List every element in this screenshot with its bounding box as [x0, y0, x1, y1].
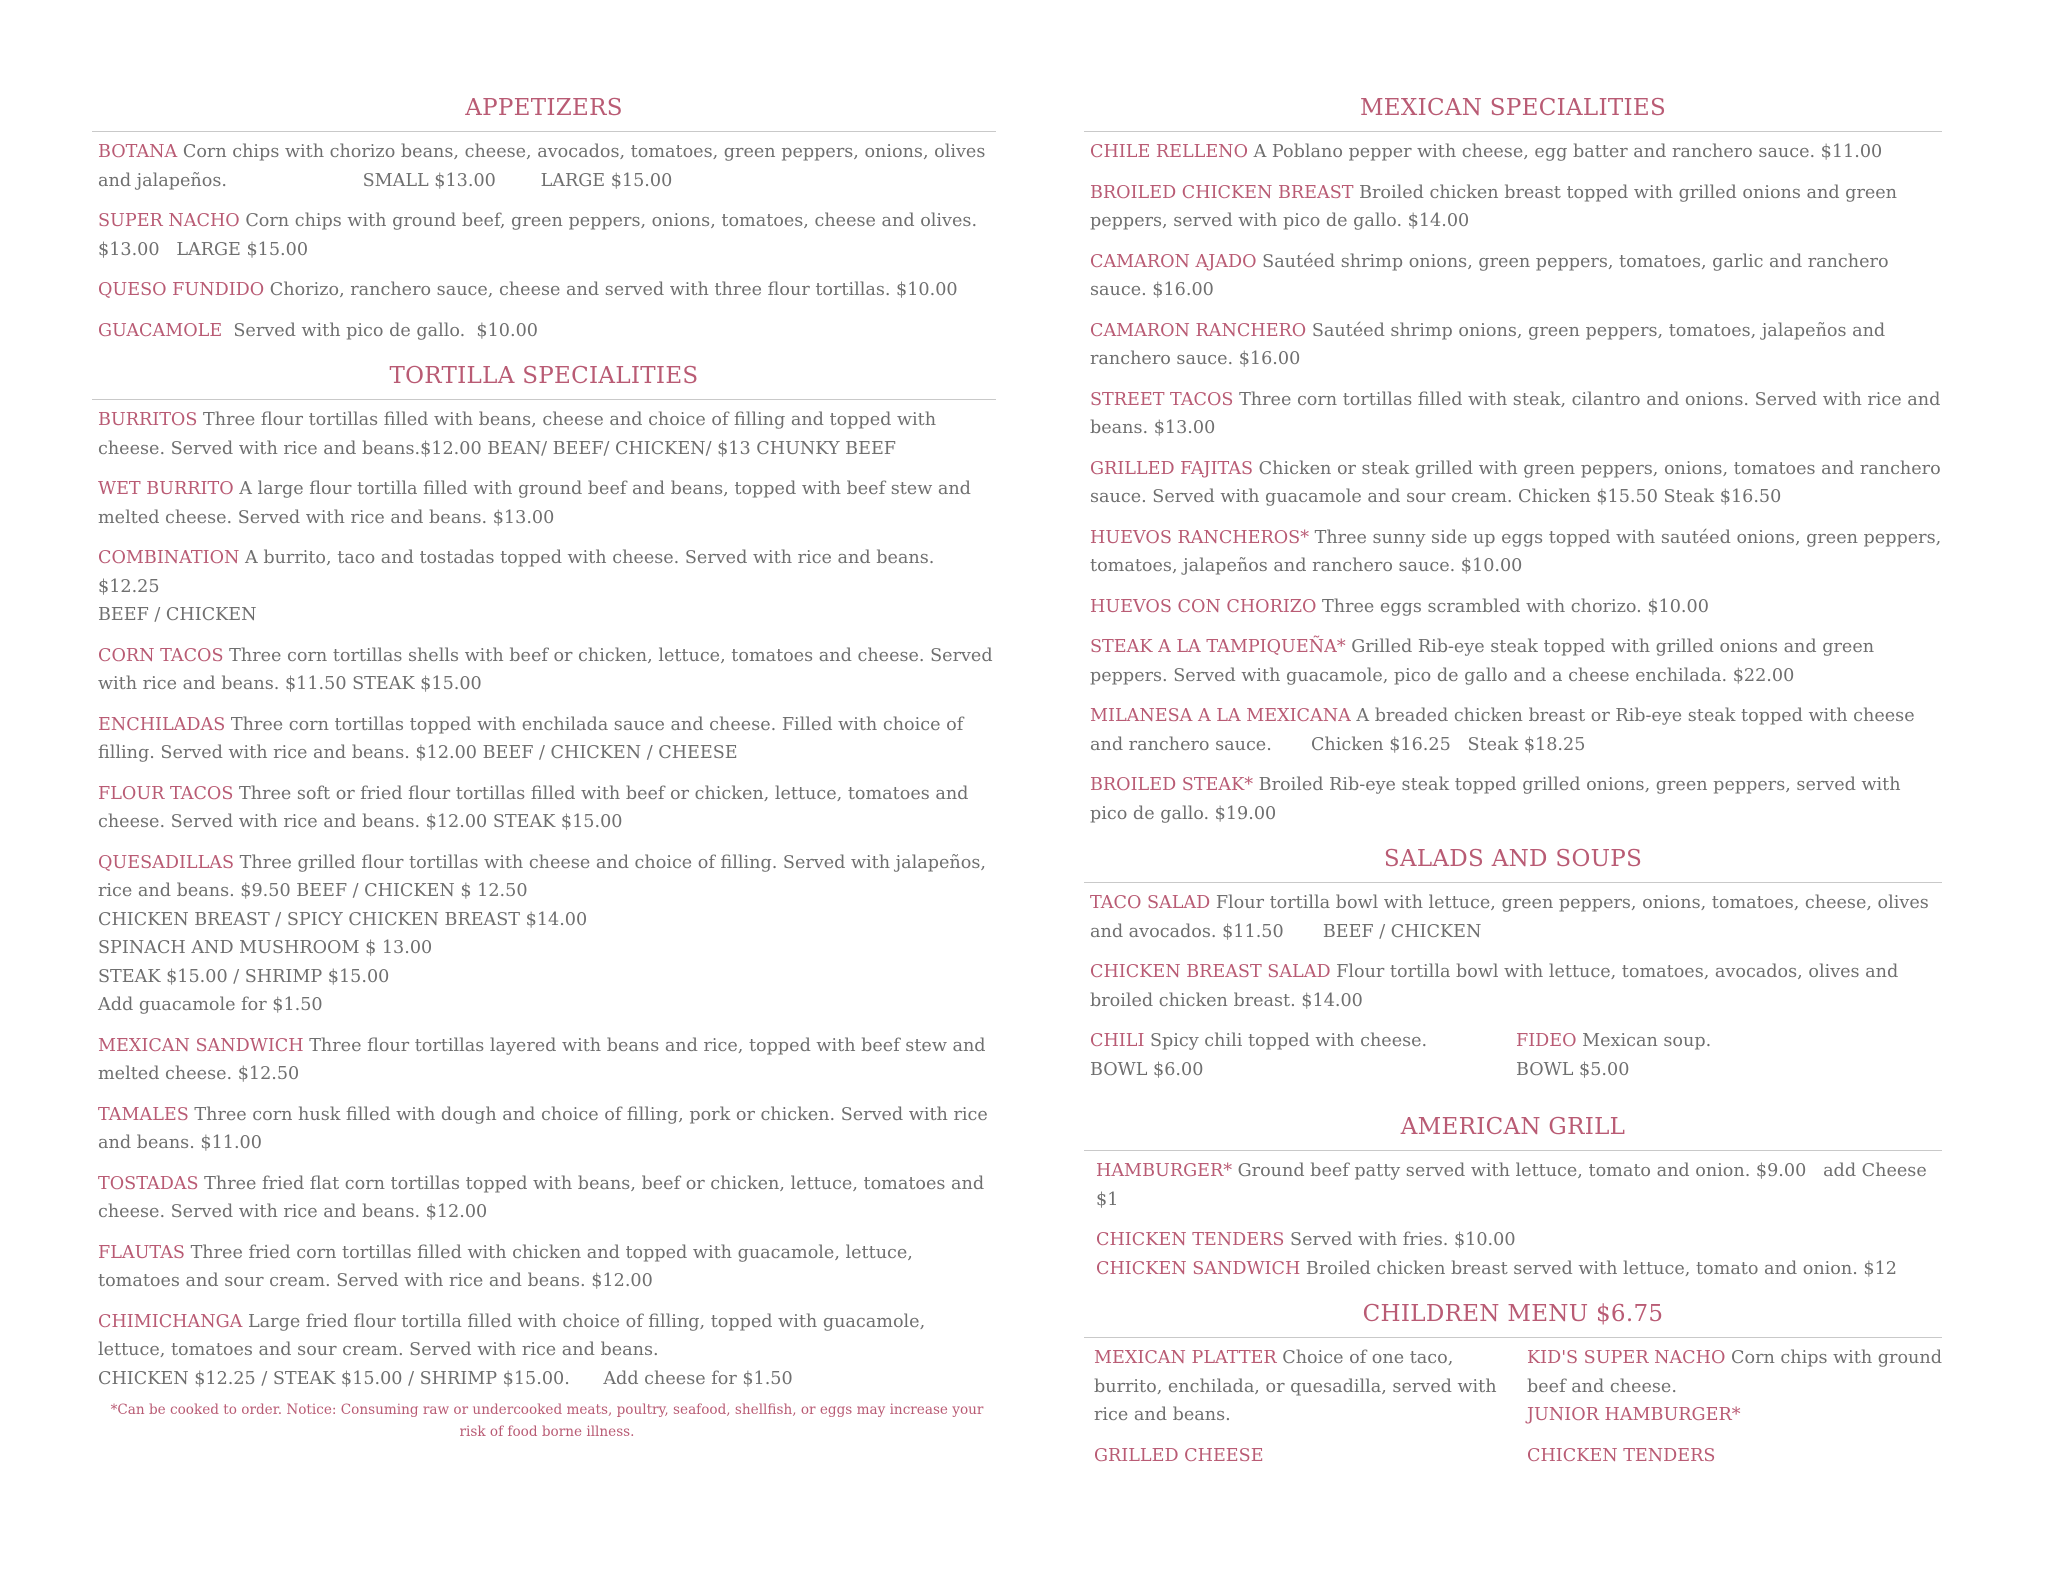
section-title-mexican: MEXICAN SPECIALITIES — [1359, 95, 1667, 121]
item-description: Broiled Rib-eye steak topped grilled onions, green peppers, served with pico de gallo. $19.00 — [1090, 775, 1901, 824]
menu-item-chili — [1090, 1027, 1516, 1084]
menu-item-grilled-cheese: GRILLED CHEESE — [1094, 1445, 1264, 1466]
item-description: Three eggs scrambled with chorizo. $10.00 — [1322, 596, 1709, 617]
menu-item-huevos-con-chorizo — [1090, 593, 1942, 622]
item-name: BOTANA — [98, 142, 178, 162]
salads-section — [1084, 846, 1942, 1096]
item-description: Broiled chicken breast served with lettuce, tomato and onion. $12 — [1305, 1258, 1897, 1279]
item-price: BOWL $6.00 — [1090, 1059, 1204, 1080]
item-name: FLOUR TACOS — [98, 783, 234, 804]
item-description: Corn chips with ground beef, green peppers, onions, tomatoes, cheese and olives. — [245, 211, 978, 231]
item-name: CAMARON AJADO — [1090, 251, 1257, 272]
item-description: Flour tortilla bowl with lettuce, tomatoes, avocados, olives and broiled chicken breast. $14.00 — [1090, 962, 1899, 1011]
item-description: Sautéed shrimp onions, green peppers, tomatoes, garlic and ranchero sauce. $16.00 — [1090, 251, 1889, 300]
item-description: Corn chips with chorizo beans, cheese, avocados, tomatoes, green peppers, onions, olives and jalapeños. — [98, 142, 986, 191]
item-description: Large fried flour tortilla filled with choice of filling, topped with guacamole, lettuce, tomatoes and sour cream. Served with rice and beans. — [98, 1311, 926, 1360]
item-description: Three sunny side up eggs topped with sautéed onions, green peppers, tomatoes, jalapeños and ranchero sauce. $10.00 — [1090, 527, 1942, 576]
menu-item-fideo — [1516, 1027, 1942, 1084]
item-name: SUPER NACHO — [98, 211, 240, 231]
menu-item-broiled-steak — [1090, 771, 1942, 828]
mexican-section — [1084, 95, 1942, 828]
item-name: TOSTADAS — [98, 1173, 199, 1194]
menu-item-milanesa — [1090, 702, 1942, 759]
item-description: A burrito, taco and tostadas topped with cheese. Served with rice and beans. $12.25 — [98, 548, 935, 597]
item-price: $13.00 LARGE $15.00 — [98, 239, 309, 260]
item-name: TACO SALAD — [1090, 893, 1211, 913]
item-description: Three corn husk filled with dough and choice of filling, pork or chicken. Served with rice and beans. $11.00 — [98, 1104, 988, 1153]
left-column — [92, 95, 996, 1461]
item-name: WET BURRITO — [98, 479, 234, 499]
menu-item-corn-tacos — [98, 642, 996, 699]
menu-item-chicken-sandwich — [1096, 1255, 1942, 1284]
item-name: FIDEO — [1516, 1031, 1577, 1051]
item-description: Three flour tortillas filled with beans, cheese and choice of filling and topped with cheese. Served with rice and beans.$12.00 BEAN/ BEEF/ CHICKEN/ $13 CHUNKY BEEF — [98, 410, 937, 459]
menu-item-camaron-ranchero — [1090, 317, 1942, 374]
menu-item-street-tacos — [1090, 386, 1942, 443]
menu-item-tostadas — [98, 1170, 996, 1227]
tortilla-section — [92, 363, 996, 1443]
item-description: Three soft or fried flour tortillas filled with beef or chicken, lettuce, tomatoes and cheese. Served with rice and beans. $12.00 STEAK $15.00 — [98, 783, 969, 832]
divider — [92, 131, 996, 132]
item-name: GUACAMOLE — [98, 320, 223, 341]
item-name: BROILED CHICKEN BREAST — [1090, 182, 1354, 203]
item-description: Three corn tortillas shells with beef or chicken, lettuce, tomatoes and cheese. Served with rice and beans. $11.50 STEAK $15.00 — [98, 645, 993, 694]
menu-item-kids-super-nacho — [1527, 1344, 1942, 1401]
divider — [92, 399, 996, 400]
menu-item-guacamole — [98, 317, 996, 346]
item-name: CHIMICHANGA — [98, 1311, 243, 1332]
menu-item-burritos — [98, 406, 996, 463]
item-description: A large flour tortilla filled with ground beef and beans, topped with beef stew and melted cheese. Served with rice and beans. $13.00 — [98, 479, 971, 528]
item-name: QUESO FUNDIDO — [98, 280, 265, 300]
item-description: Chorizo, ranchero sauce, cheese and served with three flour tortillas. $10.00 — [269, 280, 958, 300]
item-name: CHILI — [1090, 1031, 1145, 1051]
item-name: ENCHILADAS — [98, 714, 226, 735]
item-description: Served with fries. $10.00 — [1290, 1230, 1516, 1250]
divider — [1084, 1150, 1942, 1151]
menu-item-steak-tampiquena — [1090, 633, 1942, 690]
item-name: CHILE RELLENO — [1090, 142, 1248, 162]
item-description: Three fried corn tortillas filled with chicken and topped with guacamole, lettuce, tomatoes and sour cream. Served with rice and beans. $12.00 — [98, 1242, 913, 1291]
item-name: MEXICAN PLATTER — [1094, 1348, 1277, 1368]
item-description: Ground beef patty served with lettuce, tomato and onion. $9.00 add Cheese $1 — [1096, 1161, 1933, 1210]
menu-item-queso-fundido — [98, 276, 996, 305]
menu-item-chicken-breast-salad — [1090, 958, 1942, 1015]
item-price: SMALL $13.00 LARGE $15.00 — [362, 170, 673, 191]
divider — [1084, 1337, 1942, 1338]
menu-item-chicken-tenders — [1096, 1226, 1942, 1255]
section-title-children: CHILDREN MENU $6.75 — [1362, 1301, 1664, 1327]
item-option: BEEF / CHICKEN — [98, 605, 257, 625]
item-option: STEAK $15.00 / SHRIMP $15.00 — [98, 966, 390, 987]
item-name: COMBINATION — [98, 548, 240, 568]
menu-item-chile-relleno — [1090, 138, 1942, 167]
item-name: HAMBURGER* — [1096, 1161, 1233, 1181]
item-description: Served with pico de gallo. $10.00 — [227, 320, 538, 341]
item-name: MILANESA A LA MEXICANA — [1090, 706, 1351, 726]
item-name: BROILED STEAK* — [1090, 775, 1254, 795]
item-option: SPINACH AND MUSHROOM $ 13.00 — [98, 938, 433, 958]
menu-item-wet-burrito — [98, 475, 996, 532]
soups-row — [1090, 1027, 1942, 1096]
menu-item-taco-salad — [1090, 889, 1942, 946]
item-description: Sautéed shrimp onions, green peppers, tomatoes, jalapeños and ranchero sauce. $16.00 — [1090, 320, 1886, 369]
menu-item-hamburger — [1096, 1157, 1942, 1214]
item-name: HUEVOS CON CHORIZO — [1090, 596, 1317, 617]
item-description: Three corn tortillas topped with enchilada sauce and cheese. Filled with choice of filling. Served with rice and beans. $12.00 BEEF / CHICKEN / CHEESE — [98, 714, 964, 763]
menu-item-chimichanga — [98, 1308, 996, 1394]
section-title-salads: SALADS AND SOUPS — [1383, 846, 1643, 872]
item-name: CAMARON RANCHERO — [1090, 320, 1307, 341]
item-name: HUEVOS RANCHEROS* — [1090, 527, 1309, 548]
item-name: FLAUTAS — [98, 1242, 185, 1263]
item-name: KID'S SUPER NACHO — [1527, 1348, 1726, 1368]
item-option: Add guacamole for $1.50 — [98, 995, 323, 1015]
item-name: CHICKEN SANDWICH — [1096, 1258, 1301, 1279]
raw-food-notice: *Can be cooked to order. Notice: Consuming raw or undercooked meats, poultry, seafood, shellfish, or eggs may increase your risk of food borne illness. — [110, 1402, 984, 1440]
item-description: Broiled chicken breast topped with grilled onions and green peppers, served with pico de gallo. $14.00 — [1090, 182, 1898, 231]
item-option: CHICKEN $12.25 / STEAK $15.00 / SHRIMP $15.00. Add cheese for $1.50 — [98, 1368, 793, 1389]
divider — [1084, 131, 1942, 132]
item-description: Three corn tortillas filled with steak, cilantro and onions. Served with rice and beans. $13.00 — [1090, 389, 1941, 438]
item-name: BURRITOS — [98, 410, 198, 430]
item-description: Flour tortilla bowl with lettuce, green peppers, onions, tomatoes, cheese, olives and avocados. $11.50 BEEF / CHICKEN — [1090, 893, 1935, 942]
item-description: Choice of one taco, burrito, enchilada, or quesadilla, served with rice and beans. — [1094, 1348, 1497, 1425]
item-name: STEAK A LA TAMPIQUEÑA* — [1090, 637, 1346, 657]
item-description: Three fried flat corn tortillas topped with beans, beef or chicken, lettuce, tomatoes and cheese. Served with rice and beans. $12.00 — [98, 1173, 985, 1222]
menu-item-kids-chicken-tenders: CHICKEN TENDERS — [1527, 1445, 1716, 1466]
item-description: Chicken or steak grilled with green peppers, onions, tomatoes and ranchero sauce. Served with guacamole and sour cream. Chicken $15.50 Steak $16.50 — [1090, 458, 1941, 507]
item-name: GRILLED FAJITAS — [1090, 458, 1254, 479]
item-description: Three grilled flour tortillas with cheese and choice of filling. Served with jalapeños, rice and beans. $9.50 BEEF / CHICKEN $ 12.50 — [98, 852, 986, 901]
item-description: A Poblano pepper with cheese, egg batter and ranchero sauce. $11.00 — [1253, 142, 1883, 162]
menu-item-quesadillas — [98, 849, 996, 1020]
menu-item-botana — [98, 138, 996, 195]
children-items — [1094, 1344, 1942, 1482]
menu-item-mexican-sandwich — [98, 1032, 996, 1089]
item-name: CHICKEN BREAST SALAD — [1090, 962, 1331, 982]
section-title-american: AMERICAN GRILL — [1400, 1114, 1626, 1140]
item-description: Spicy chili topped with cheese. — [1149, 1031, 1428, 1051]
menu-item-broiled-chicken-breast — [1090, 179, 1942, 236]
menu-item-mexican-platter — [1094, 1344, 1509, 1430]
item-description: A breaded chicken breast or Rib-eye steak topped with cheese and ranchero sauce. Chicken $16.25 Steak $18.25 — [1090, 706, 1921, 755]
item-name: CHICKEN TENDERS — [1096, 1230, 1285, 1250]
right-column — [1084, 95, 1942, 1500]
menu-item-flautas — [98, 1239, 996, 1296]
menu-item-camaron-ajado — [1090, 248, 1942, 305]
menu-item-huevos-rancheros — [1090, 524, 1942, 581]
children-right — [1527, 1344, 1942, 1482]
section-title-tortilla: TORTILLA SPECIALITIES — [389, 363, 699, 389]
item-name: MEXICAN SANDWICH — [98, 1035, 304, 1056]
menu-item-combination — [98, 544, 996, 630]
menu-item-super-nacho — [98, 207, 996, 264]
item-price: BOWL $5.00 — [1516, 1059, 1630, 1080]
item-description: Mexican soup. — [1582, 1031, 1712, 1051]
appetizers-section — [92, 95, 996, 345]
menu-item-junior-hamburger: JUNIOR HAMBURGER* — [1527, 1405, 1741, 1425]
item-description: Three flour tortillas layered with beans and rice, topped with beef stew and melted cheese. $12.50 — [98, 1035, 986, 1084]
menu-item-grilled-fajitas — [1090, 455, 1942, 512]
divider — [1084, 882, 1942, 883]
item-description: Grilled Rib-eye steak topped with grilled onions and green peppers. Served with guacamole, pico de gallo and a cheese enchilada. $22.00 — [1090, 637, 1875, 686]
item-name: TAMALES — [98, 1104, 189, 1125]
item-name: STREET TACOS — [1090, 389, 1234, 410]
menu-item-enchiladas — [98, 711, 996, 768]
item-name: QUESADILLAS — [98, 852, 235, 873]
item-description: Corn chips with ground beef and cheese. — [1527, 1348, 1942, 1397]
item-name: CORN TACOS — [98, 645, 224, 666]
section-title-appetizers: APPETIZERS — [465, 95, 623, 121]
american-section — [1084, 1114, 1942, 1283]
item-option: CHICKEN BREAST / SPICY CHICKEN BREAST $14.00 — [98, 909, 588, 930]
children-section — [1084, 1301, 1942, 1482]
menu-item-flour-tacos — [98, 780, 996, 837]
menu-item-tamales — [98, 1101, 996, 1158]
children-left — [1094, 1344, 1527, 1482]
